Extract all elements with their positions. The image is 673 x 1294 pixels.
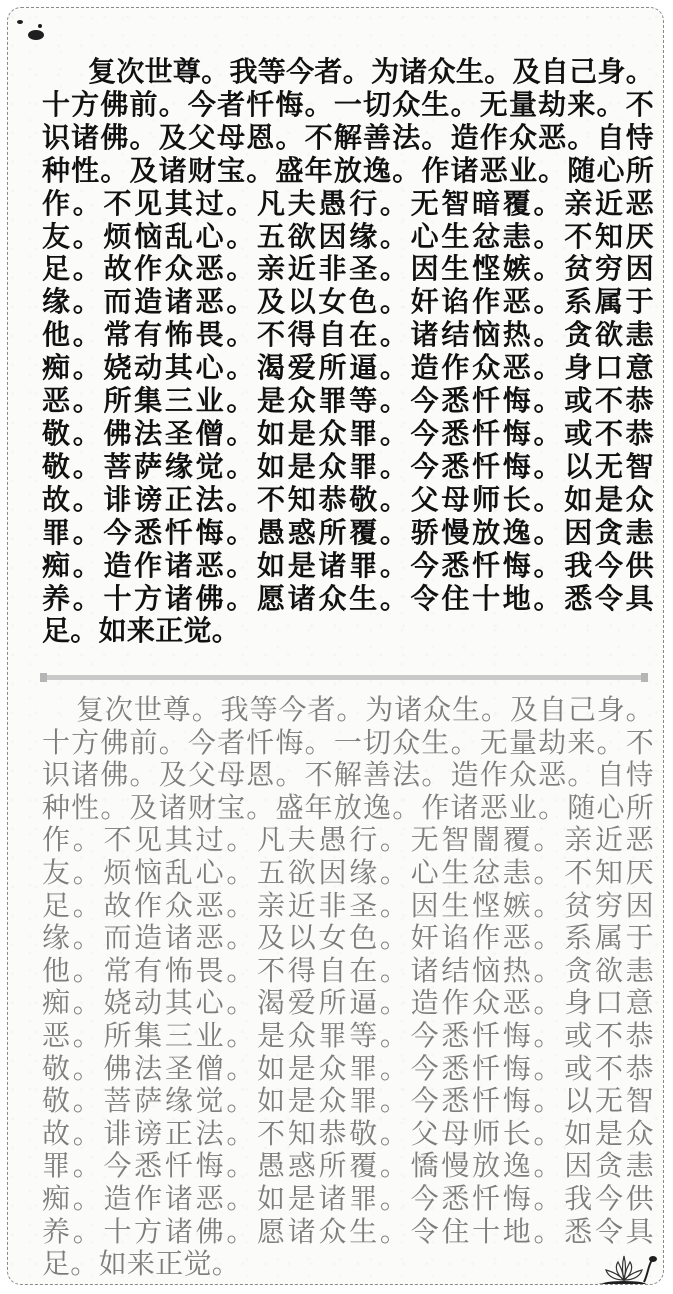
ink-splash-dot — [38, 24, 42, 28]
ink-splash-dot — [17, 20, 23, 24]
section-divider — [40, 675, 648, 680]
ink-blot-icon — [28, 30, 44, 40]
scripture-text-bold: 复次世尊。我等今者。为诸众生。及自己身。十方佛前。今者忏悔。一切众生。无量劫来。不识诸佛。及父母恩。不解善法。造作众恶。自恃种性。及诸财宝。盛年放逸。作诸恶业。随心所作。不见其过。凡夫愚行。无智暗覆。亲近恶友。烦恼乱心。五欲因缘。心生忿恚。不知厌足。故作众恶。亲近非圣。因生悭嫉。贫穷因缘。而造诸恶。及以女色。奸谄作恶。系属于他。常有怖畏。不得自在。诸结恼热。贪欲恚痴。娆动其心。渴爱所逼。造作众恶。身口意恶。所集三业。是众罪等。今悉忏悔。或不恭敬。佛法圣僧。如是众罪。今悉忏悔。或不恭敬。菩萨缘觉。如是众罪。今悉忏悔。以无智故。诽谤正法。不知恭敬。父母师长。如是众罪。今悉忏悔。愚惑所覆。骄慢放逸。因贪恚痴。造作诸恶。如是诸罪。今悉忏悔。我今供养。十方诸佛。愿诸众生。令住十地。悉令具足。如来正觉。 — [42, 55, 655, 648]
scripture-card — [7, 7, 664, 1285]
scripture-text-light: 复次世尊。我等今者。为诸众生。及自己身。十方佛前。今者忏悔。一切众生。无量劫来。不识诸佛。及父母恩。不解善法。造作众恶。自恃种性。及诸财宝。盛年放逸。作诸恶业。随心所作。不见其过。凡夫愚行。无智闇覆。亲近恶友。烦恼乱心。五欲因缘。心生忿恚。不知厌足。故作众恶。亲近非圣。因生悭嫉。贫穷因缘。而造诸恶。及以女色。奸谄作恶。系属于他。常有怖畏。不得自在。诸结恼热。贪欲恚痴。娆动其心。渴爱所逼。造作众恶。身口意恶。所集三业。是众罪等。今悉忏悔。或不恭敬。佛法圣僧。如是众罪。今悉忏悔。或不恭敬。菩萨缘觉。如是众罪。今悉忏悔。以无智故。诽谤正法。不知恭敬。父母师长。如是众罪。今悉忏悔。愚惑所覆。憍慢放逸。因贪恚痴。造作诸恶。如是诸罪。今悉忏悔。我今供养。十方诸佛。愿诸众生。令住十地。悉令具足。如来正觉。 — [42, 693, 654, 1281]
lotus-ink-icon — [592, 1246, 664, 1285]
